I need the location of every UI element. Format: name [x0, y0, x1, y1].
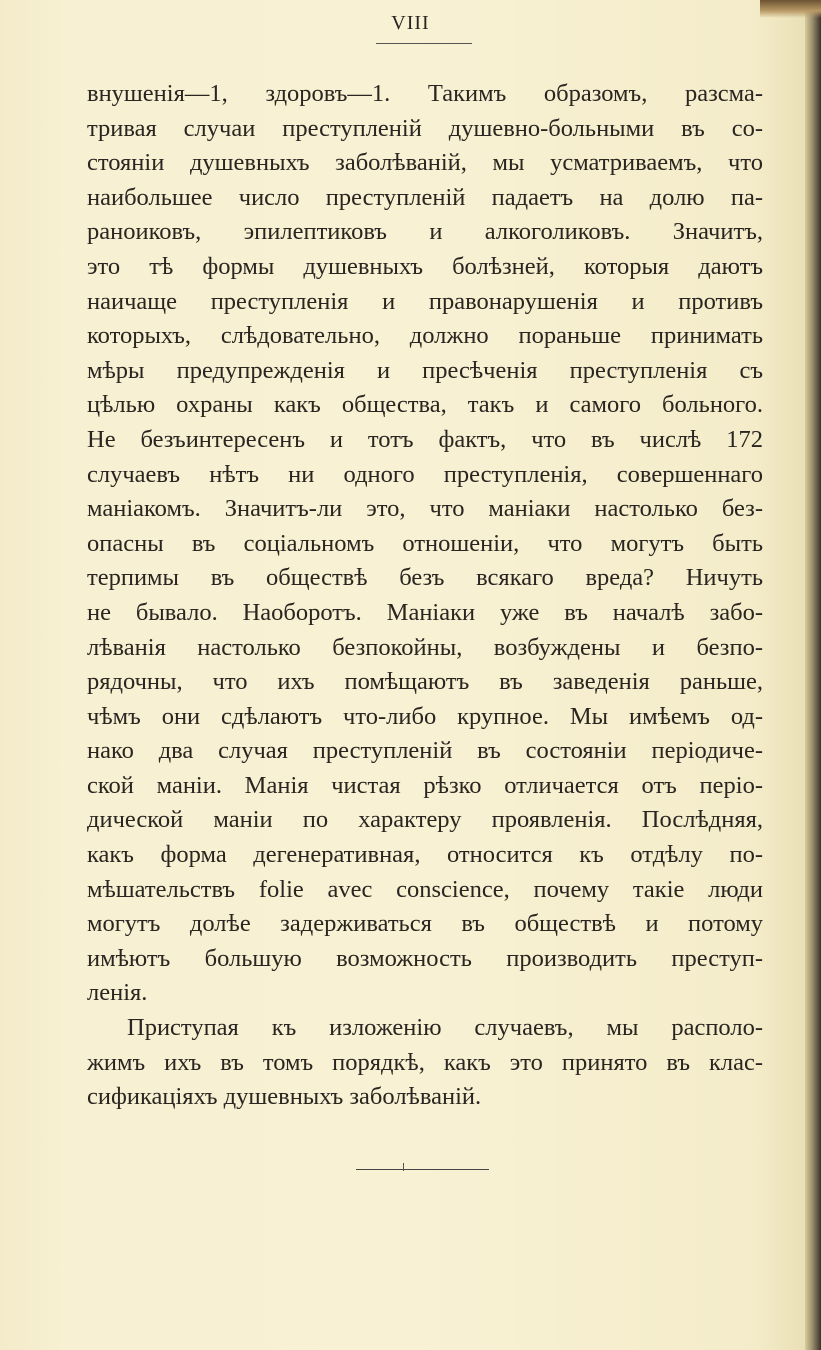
text-line: могутъ долѣе задерживаться въ обществѣ и потому [87, 910, 763, 938]
paragraph-2 [87, 1011, 763, 1115]
text-line: ленія. [87, 979, 148, 1007]
text-line: внушенія—1, здоровъ—1. Такимъ образомъ, разсма- [87, 80, 763, 107]
text-line: тривая случаи преступленій душевно-больными въ со- [87, 114, 763, 142]
text-line: жимъ ихъ въ томъ порядкѣ, какъ это принято въ клас- [87, 1048, 763, 1076]
text-line: наичаще преступленія и правонарушенія и противъ [87, 287, 763, 315]
text-line: мѣры предупрежденія и пресѣченія преступленія съ [87, 356, 763, 384]
text-line: маніакомъ. Значитъ-ли это, что маніаки настолько без- [87, 495, 763, 523]
text-line: цѣлью охраны какъ общества, такъ и самого больного. [87, 391, 763, 419]
text-line: терпимы въ обществѣ безъ всякаго вреда? Ничуть [87, 564, 763, 592]
body-text [87, 77, 763, 1115]
end-rule [356, 1169, 489, 1170]
text-line: имѣютъ большую возможность производить преступ- [87, 944, 763, 972]
text-line: раноиковъ, эпилептиковъ и алкоголиковъ. Значитъ, [87, 218, 763, 246]
text-line: опасны въ соціальномъ отношеніи, что могутъ быть [87, 529, 763, 557]
text-line: мѣшательствъ folie avec conscience, почему такіе люди [87, 875, 763, 903]
text-line: нако два случая преступленій въ состояніи періодиче- [87, 737, 763, 765]
page-edge-shadow [805, 0, 821, 1350]
text-line: это тѣ формы душевныхъ болѣзней, которыя даютъ [87, 252, 763, 280]
text-line: какъ форма дегенеративная, относится къ отдѣлу по- [87, 841, 763, 869]
text-line: Приступая къ изложенію случаевъ, мы располо- [127, 1014, 763, 1042]
header-rule [376, 43, 472, 44]
text-line: стояніи душевныхъ заболѣваній, мы усматриваемъ, что [87, 149, 763, 177]
text-line: Не безъинтересенъ и тотъ фактъ, что въ числѣ 172 [87, 425, 763, 453]
text-line: наибольшее число преступленій падаетъ на долю па- [87, 183, 763, 211]
text-line: дической маніи по характеру проявленія. Послѣдняя, [87, 806, 763, 834]
end-rule-mark [403, 1163, 410, 1171]
paragraph-1 [87, 77, 763, 1011]
text-line: рядочны, что ихъ помѣщаютъ въ заведенія раньше, [87, 668, 763, 696]
text-line: ской маніи. Манія чистая рѣзко отличается отъ періо- [87, 771, 763, 799]
text-line: чѣмъ они сдѣлаютъ что-либо крупное. Мы имѣемъ од- [87, 702, 763, 730]
text-line: сификаціяхъ душевныхъ заболѣваній. [87, 1083, 482, 1111]
text-line: которыхъ, слѣдовательно, должно пораньше принимать [87, 322, 763, 350]
page-number: VIII [391, 12, 430, 34]
text-line: не бывало. Наоборотъ. Маніаки уже въ началѣ забо- [87, 598, 763, 626]
text-line: случаевъ нѣтъ ни одного преступленія, совершеннаго [87, 460, 763, 488]
text-line: лѣванія настолько безпокойны, возбуждены и безпо- [87, 633, 763, 661]
